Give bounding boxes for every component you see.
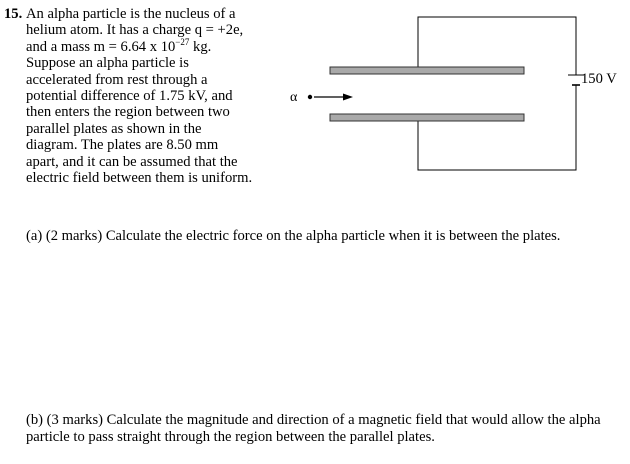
- voltage-label: 150 V: [581, 71, 617, 87]
- problem-line-8: parallel plates as shown in the: [26, 120, 202, 137]
- part-b-question: (b) (3 marks) Calculate the magnitude and direction of a magnetic field that would allow the alpha particle to pass straight through the region between the parallel plates.: [26, 412, 601, 445]
- problem-line-11: electric field between them is uniform.: [26, 170, 253, 187]
- top-plate: [330, 67, 524, 74]
- problem-line-5: accelerated from rest through a: [26, 71, 208, 88]
- problem-line-9: diagram. The plates are 8.50 mm: [26, 137, 219, 154]
- problem-line-7: then enters the region between two: [26, 104, 230, 121]
- problem-number: 15.: [4, 6, 23, 22]
- part-a-question: (a) (2 marks) Calculate the electric force on the alpha particle when it is between the plates.: [26, 228, 561, 244]
- problem-line-2: helium atom. It has a charge q = +2e,: [26, 22, 244, 39]
- problem-line-10: apart, and it can be assumed that the: [26, 153, 238, 170]
- velocity-arrowhead: [343, 94, 353, 101]
- bottom-plate: [330, 114, 524, 121]
- mass-exponent: −27: [175, 36, 190, 47]
- top-wire: [418, 17, 576, 75]
- bottom-wire: [418, 85, 576, 170]
- problem-line-4: Suppose an alpha particle is: [26, 55, 189, 72]
- alpha-symbol: α: [290, 90, 298, 105]
- problem-line-6: potential difference of 1.75 kV, and: [26, 88, 233, 105]
- alpha-particle-dot: [308, 95, 312, 99]
- problem-statement: [4, 6, 276, 186]
- problem-line-1: 15. An alpha particle is the nucleus of a: [4, 6, 236, 22]
- parallel-plates-diagram: [285, 8, 630, 178]
- problem-line-mass: and a mass m = 6.64 x $10^{-27}$ kg.: [26, 36, 212, 55]
